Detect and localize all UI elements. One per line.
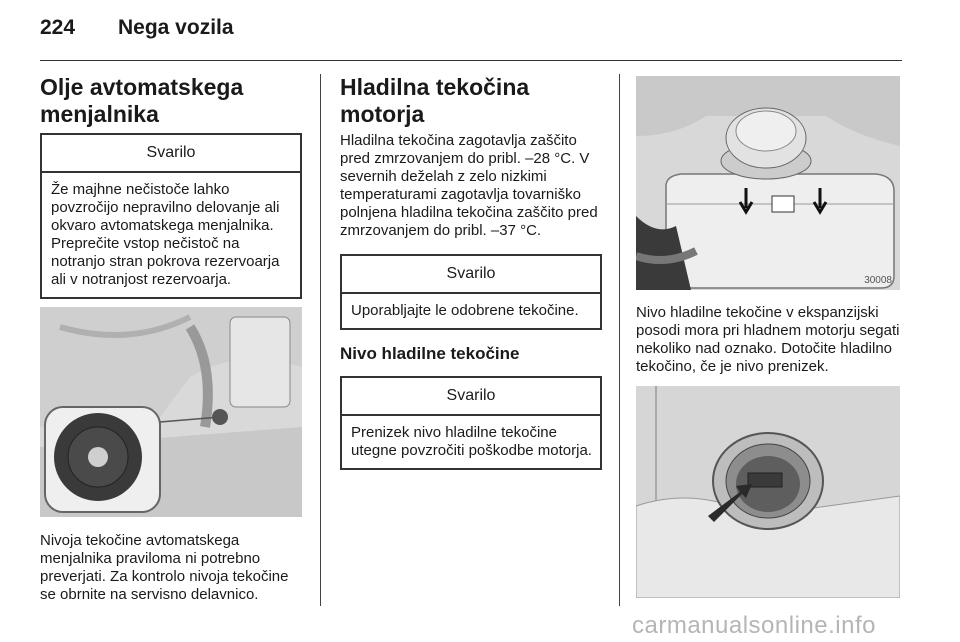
warning-text: Prenizek nivo hladilne tekočine utegne povzročiti poškodbe motorja. — [351, 424, 592, 459]
column-transmission-oil — [40, 74, 302, 299]
chapter-title: Nega vozila — [118, 16, 234, 39]
transmission-cap-illustration — [40, 307, 302, 517]
warning-text: Že majhne nečistoče lahko povzročijo nepravilno delovanje ali okvaro avtomatskega menjalnika. Preprečite vstop nečistoč na notranjo stran pokrova rezervoarja ali v notranjost rezervoarja. — [51, 181, 280, 288]
coolant-intro-paragraph: Hladilna tekočina zagotavlja zaščito pred zmrzovanjem do pribl. –28 °C. V severnih deželah z zelo nizkimi temperaturami zagotavlja tovarniško polnjena hladilna tekočina zaščito pred zmrzovanjem do pribl. –37 °C. — [340, 132, 598, 239]
column-divider — [619, 74, 620, 606]
warning-heading: Svarilo — [342, 256, 600, 294]
warning-box — [340, 376, 602, 470]
warning-box — [340, 254, 602, 330]
transmission-oil-paragraph: Nivoja tekočine avtomatskega menjalnika praviloma ni potrebno preverjati. Za kontrolo nivoja tekočine se obrnite na servisno delavnico. — [40, 532, 289, 603]
warning-text: Uporabljajte le odobrene tekočine. — [351, 302, 579, 319]
figure-number: 30008 — [864, 275, 892, 286]
transmission-oil-text — [40, 532, 302, 604]
warning-heading: Svarilo — [342, 378, 600, 416]
section-title-engine-coolant: Hladilna tekočina motorja — [340, 74, 530, 127]
coolant-level-paragraph: Nivo hladilne tekočine v ekspanzijski posodi mora pri hladnem motorju segati nekoliko nad oznako. Dotočite hladilno tekočino, če je nivo prenizek. — [636, 304, 900, 375]
page-number: 224 — [40, 16, 76, 39]
column-engine-coolant — [340, 74, 602, 470]
warning-heading: Svarilo — [42, 135, 300, 173]
page-header — [40, 16, 902, 61]
column-divider — [320, 74, 321, 606]
coolant-reservoir-filler-illustration — [636, 386, 900, 598]
coolant-reservoir-illustration — [636, 76, 900, 290]
coolant-level-text — [636, 304, 902, 376]
watermark: carmanualsonline.info — [632, 612, 876, 639]
subsection-title-coolant-level: Nivo hladilne tekočine — [340, 344, 520, 363]
section-title-transmission-oil: Olje avtomatskega menjalnika — [40, 74, 244, 127]
warning-box — [40, 133, 302, 299]
